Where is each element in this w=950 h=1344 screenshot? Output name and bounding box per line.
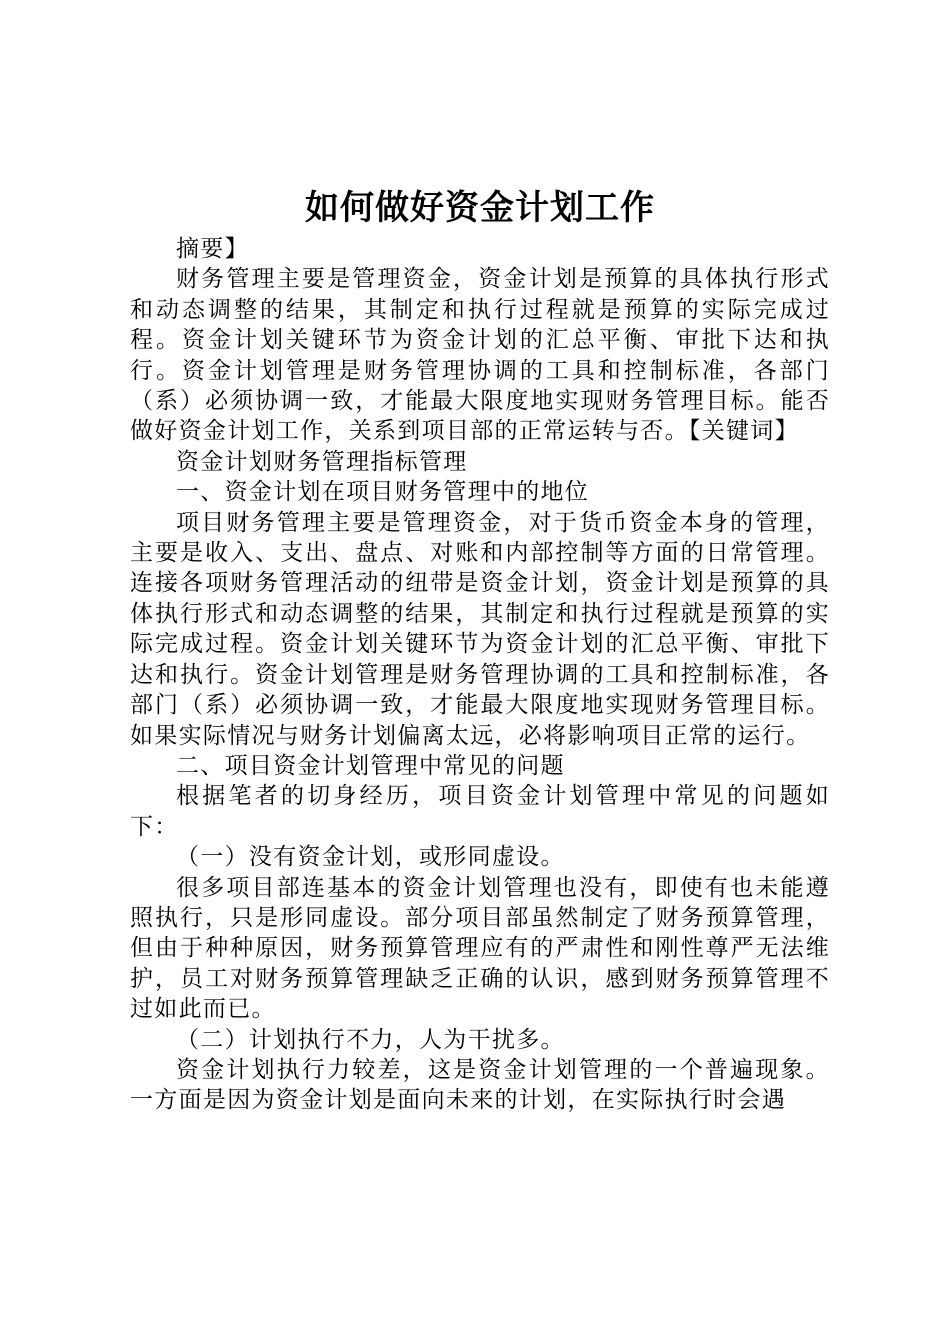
abstract-heading: 摘要】 — [176, 236, 249, 262]
body-paragraph: 资金计划执行力较差，这是资金计划管理的一个普遍现象。一方面是因为资金计划是面向未来的计划，在实际执行时会遇 — [130, 1056, 830, 1114]
document-title: 如何做好资金计划工作 — [305, 188, 655, 228]
body-paragraph: 根据笔者的切身经历，项目资金计划管理中常见的问题如下： — [130, 783, 830, 840]
subsection-heading-2: （二）计划执行不力，人为干扰多。 — [176, 1026, 565, 1053]
section-heading-1: 一、资金计划在项目财务管理中的地位 — [176, 479, 590, 506]
keywords: 资金计划财务管理指标管理 — [176, 448, 468, 475]
document-page — [130, 184, 830, 1116]
abstract-body: 财务管理主要是管理资金，资金计划是预算的具体执行形式和动态调整的结果，其制定和执行过程就是预算的实际完成过程。资金计划关键环节为资金计划的汇总平衡、审批下达和执行。资金计划管理是财务管理协调的工具和控制标准，各部门（系）必须协调一致，才能最大限度地实现财务管理目标。能否做好资金计划工作，关系到项目部的正常运转与否。【关键词】 — [130, 266, 830, 445]
section-heading-2: 二、项目资金计划管理中常见的问题 — [176, 752, 565, 779]
subsection-heading-1: （一）没有资金计划，或形同虚设。 — [176, 844, 565, 871]
body-paragraph: 很多项目部连基本的资金计划管理也没有，即使有也未能遵照执行，只是形同虚设。部分项目部虽然制定了财务预算管理，但由于种种原因，财务预算管理应有的严肃性和刚性尊严无法维护，员工对财务预算管理缺乏正确的认识，感到财务预算管理不过如此而已。 — [130, 874, 830, 1023]
body-paragraph: 项目财务管理主要是管理资金，对于货币资金本身的管理，主要是收入、支出、盘点、对账和内部控制等方面的日常管理。连接各项财务管理活动的纽带是资金计划，资金计划是预算的具体执行形式和动态调整的结果，其制定和执行过程就是预算的实际完成过程。资金计划关键环节为资金计划的汇总平衡、审批下达和执行。资金计划管理是财务管理协调的工具和控制标准，各部门（系）必须协调一致，才能最大限度地实现财务管理目标。如果实际情况与财务计划偏离太远，必将影响项目正常的运行。 — [130, 509, 830, 749]
